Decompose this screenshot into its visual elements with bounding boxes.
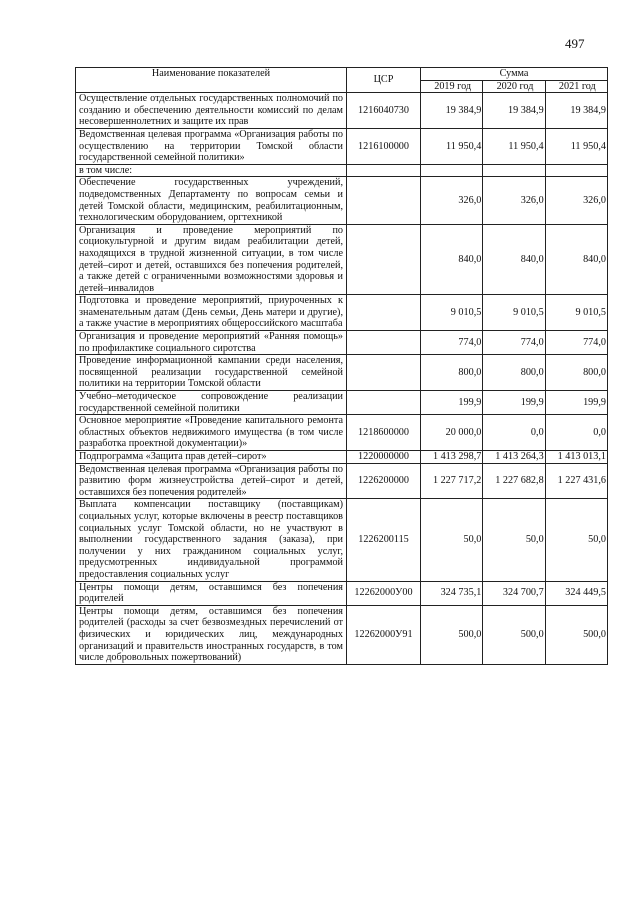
row-name: Обеспечение государственных учреждений, подведомственных Департаменту по вопросам семьи и детей Томской области, медицинским, реабилитационным, технологическим оборудованием, оргтехникой — [76, 177, 347, 224]
row-value-2019: 19 384,9 — [421, 93, 483, 129]
row-csr: 1216100000 — [347, 128, 421, 164]
row-csr: 1226200000 — [347, 463, 421, 499]
row-value-2020: 9 010,5 — [483, 295, 545, 331]
row-value-2020 — [483, 164, 545, 177]
table-body — [76, 93, 608, 665]
row-value-2021: 199,9 — [545, 391, 607, 415]
row-name: Выплата компенсации поставщику (поставщикам) социальных услуг, которые включены в реестр поставщиков социальных услуг Томской области, но не участвуют в выполнении государственного задания (заказа), при получении у них гражданином социальных услуг, предусмотренных индивидуальной программой предоставления социальных услуг — [76, 499, 347, 581]
row-value-2021: 11 950,4 — [545, 128, 607, 164]
table-header — [76, 68, 608, 93]
row-value-2019: 9 010,5 — [421, 295, 483, 331]
row-value-2019: 500,0 — [421, 605, 483, 664]
row-value-2020: 774,0 — [483, 331, 545, 355]
row-value-2021: 326,0 — [545, 177, 607, 224]
row-value-2020: 50,0 — [483, 499, 545, 581]
row-value-2020: 0,0 — [483, 415, 545, 451]
row-value-2021: 774,0 — [545, 331, 607, 355]
table-row — [76, 331, 608, 355]
header-row-top — [76, 68, 608, 81]
header-csr: ЦСР — [347, 68, 421, 93]
table-row — [76, 499, 608, 581]
header-year-2021: 2021 год — [545, 80, 607, 93]
table-row — [76, 463, 608, 499]
row-value-2021: 840,0 — [545, 224, 607, 295]
table-row — [76, 451, 608, 464]
row-value-2021: 50,0 — [545, 499, 607, 581]
row-value-2021: 1 413 013,1 — [545, 451, 607, 464]
row-csr — [347, 331, 421, 355]
page-number: 497 — [565, 36, 585, 51]
row-csr: 1216040730 — [347, 93, 421, 129]
row-csr: 1218600000 — [347, 415, 421, 451]
row-value-2021: 1 227 431,6 — [545, 463, 607, 499]
row-csr — [347, 391, 421, 415]
row-name: Организация и проведение мероприятий по социокультурной и другим видам реабилитации детей, находящихся в трудной жизненной ситуации, в том числе детей–сирот и детей, оставшихся без попечения родителей, а также детей с ограниченными возможностями здоровья и детей–инвалидов — [76, 224, 347, 295]
header-year-2019: 2019 год — [421, 80, 483, 93]
row-value-2020: 11 950,4 — [483, 128, 545, 164]
row-csr: 1220000000 — [347, 451, 421, 464]
row-value-2019: 1 413 298,7 — [421, 451, 483, 464]
row-value-2021: 9 010,5 — [545, 295, 607, 331]
row-value-2019: 1 227 717,2 — [421, 463, 483, 499]
header-sum: Сумма — [421, 68, 608, 81]
row-value-2019: 800,0 — [421, 355, 483, 391]
row-value-2021: 19 384,9 — [545, 93, 607, 129]
header-year-2020: 2020 год — [483, 80, 545, 93]
row-value-2020: 840,0 — [483, 224, 545, 295]
table-row — [76, 355, 608, 391]
row-name: Подготовка и проведение мероприятий, приуроченных к знаменательным датам (День семьи, День матери и другие), а также участие в мероприятиях общероссийского масштаба — [76, 295, 347, 331]
header-name: Наименование показателей — [76, 68, 347, 93]
row-value-2020: 199,9 — [483, 391, 545, 415]
table-row — [76, 164, 608, 177]
row-value-2021 — [545, 164, 607, 177]
row-csr: 1226200115 — [347, 499, 421, 581]
row-name: Центры помощи детям, оставшимся без попечения родителей — [76, 581, 347, 605]
row-value-2021: 800,0 — [545, 355, 607, 391]
row-name: Подпрограмма «Защита прав детей–сирот» — [76, 451, 347, 464]
table-row — [76, 128, 608, 164]
table-row — [76, 391, 608, 415]
row-value-2019: 199,9 — [421, 391, 483, 415]
row-value-2020: 19 384,9 — [483, 93, 545, 129]
row-value-2020: 1 227 682,8 — [483, 463, 545, 499]
row-value-2020: 324 700,7 — [483, 581, 545, 605]
row-csr — [347, 355, 421, 391]
row-value-2019: 20 000,0 — [421, 415, 483, 451]
row-value-2019: 774,0 — [421, 331, 483, 355]
row-name: Ведомственная целевая программа «Организация работы по осуществлению на территории Томской области государственной семейной политики» — [76, 128, 347, 164]
row-name: Ведомственная целевая программа «Организация работы по развитию форм жизнеустройства детей–сирот и детей, оставшихся без попечения родителей» — [76, 463, 347, 499]
row-value-2021: 324 449,5 — [545, 581, 607, 605]
row-csr — [347, 177, 421, 224]
table-row — [76, 93, 608, 129]
row-value-2019 — [421, 164, 483, 177]
row-csr: 12262000У00 — [347, 581, 421, 605]
row-value-2020: 326,0 — [483, 177, 545, 224]
row-name: в том числе: — [76, 164, 347, 177]
row-value-2020: 800,0 — [483, 355, 545, 391]
row-value-2020: 500,0 — [483, 605, 545, 664]
table-row — [76, 295, 608, 331]
table-row — [76, 177, 608, 224]
budget-table — [75, 67, 608, 665]
row-csr — [347, 224, 421, 295]
row-value-2021: 0,0 — [545, 415, 607, 451]
row-value-2021: 500,0 — [545, 605, 607, 664]
row-value-2019: 11 950,4 — [421, 128, 483, 164]
table-row — [76, 415, 608, 451]
table-row — [76, 581, 608, 605]
row-value-2019: 326,0 — [421, 177, 483, 224]
row-value-2019: 324 735,1 — [421, 581, 483, 605]
row-name: Центры помощи детям, оставшимся без попечения родителей (расходы за счет безвозмездных перечислений от физических и юридических лиц, международных организаций и правительств иностранных государств, в том числе добровольных пожертвований) — [76, 605, 347, 664]
row-csr — [347, 164, 421, 177]
table-row — [76, 605, 608, 664]
table-row — [76, 224, 608, 295]
row-name: Осуществление отдельных государственных полномочий по созданию и обеспечению деятельности комиссий по делам несовершеннолетних и защите их прав — [76, 93, 347, 129]
row-name: Проведение информационной кампании среди населения, посвященной реализации государственной семейной политики на территории Томской области — [76, 355, 347, 391]
row-csr — [347, 295, 421, 331]
row-value-2019: 840,0 — [421, 224, 483, 295]
row-csr: 12262000У91 — [347, 605, 421, 664]
row-name: Основное мероприятие «Проведение капитального ремонта областных объектов недвижимого имущества (в том числе разработка проектной документации)» — [76, 415, 347, 451]
row-name: Организация и проведение мероприятий «Ранняя помощь» по профилактике социального сиротства — [76, 331, 347, 355]
row-value-2020: 1 413 264,3 — [483, 451, 545, 464]
row-name: Учебно–методическое сопровождение реализации государственной семейной политики — [76, 391, 347, 415]
row-value-2019: 50,0 — [421, 499, 483, 581]
